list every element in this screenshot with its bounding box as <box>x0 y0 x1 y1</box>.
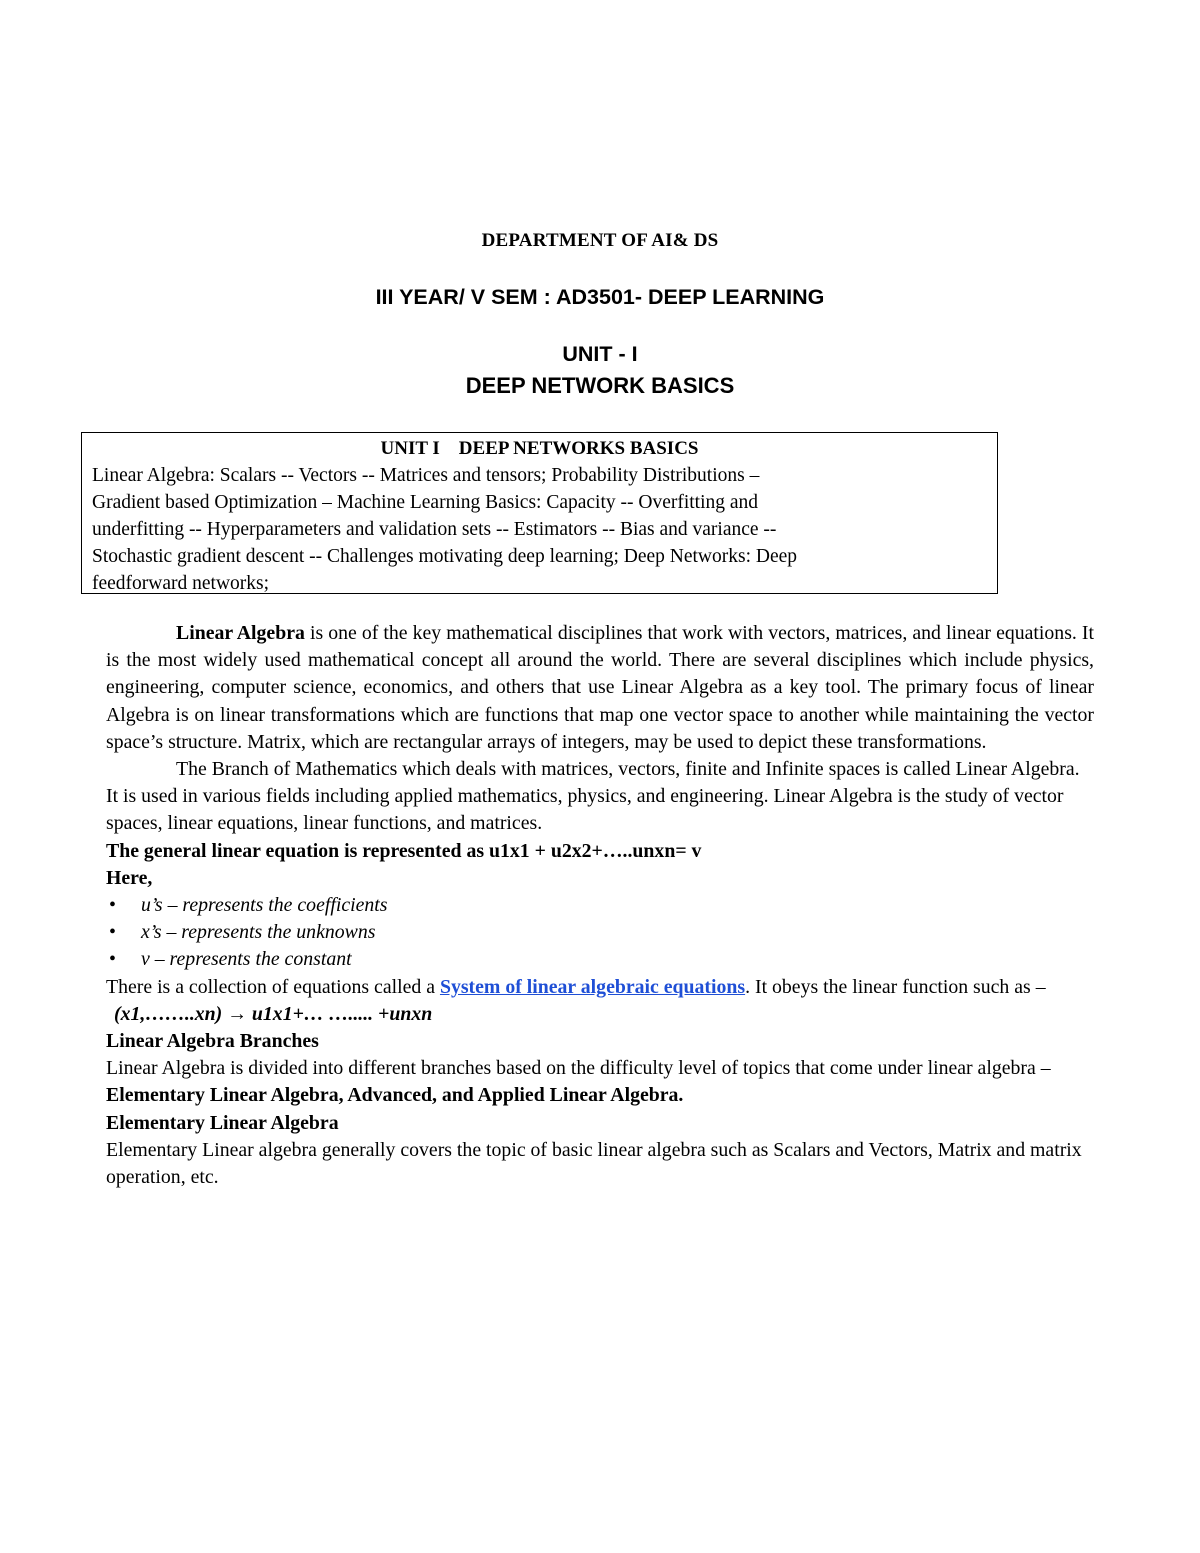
document-body <box>106 620 1094 1191</box>
system-paragraph-text: There is a collection of equations called a <box>106 975 440 998</box>
syllabus-line: underfitting -- Hyperparameters and validation sets -- Estimators -- Bias and variance -- <box>92 519 777 540</box>
syllabus-box <box>81 432 998 594</box>
system-of-equations-link[interactable]: System of linear algebraic equations <box>439 975 746 998</box>
branches-list-bold: Elementary Linear Algebra, Advanced, and Applied Linear Algebra. <box>106 1084 684 1107</box>
list-item <box>106 946 1094 973</box>
syllabus-heading: UNIT I DEEP NETWORKS BASICS <box>380 438 699 459</box>
syllabus-line: feedforward networks; <box>92 573 270 594</box>
unit-number-heading: UNIT - I <box>562 342 638 366</box>
here-label: Here, <box>106 866 153 889</box>
general-equation-line: The general linear equation is represented as u1x1 + u2x2+…..unxn= v <box>106 839 702 862</box>
course-heading: III YEAR/ V SEM : AD3501- DEEP LEARNING <box>375 285 825 309</box>
list-item-text: x’s – represents the unknowns <box>141 921 376 944</box>
linear-function-formula: (x1,……..xn) → u1x1+… …..... +unxn <box>114 1002 433 1025</box>
bullet-icon: • <box>109 948 116 971</box>
intro-paragraph <box>106 620 1094 756</box>
bullet-icon: • <box>109 921 116 944</box>
branch-paragraph: The Branch of Mathematics which deals with matrices, vectors, finite and Infinite spaces is called Linear Algebra. It is used in various fields including applied mathematics, physics, and engineering. Linear Algebra is the study of vector spaces, linear equations, linear functions, and matrices. <box>106 758 1080 835</box>
branches-paragraph-text: Linear Algebra is divided into different branches based on the difficulty level of topics that come under linear algebra – <box>106 1057 1051 1080</box>
bullet-icon: • <box>109 894 116 917</box>
system-equations-paragraph <box>106 974 1094 1001</box>
list-item-text: v – represents the constant <box>141 948 352 971</box>
elementary-paragraph: Elementary Linear algebra generally covers the topic of basic linear algebra such as Scalars and Vectors, Matrix and matrix operation, etc. <box>106 1138 1082 1189</box>
syllabus-line: Linear Algebra: Scalars -- Vectors -- Matrices and tensors; Probability Distributions – <box>92 465 760 486</box>
intro-paragraph-text: is one of the key mathematical disciplines that work with vectors, matrices, and linear equations. It is the most widely used mathematical concept all around the world. There are several disciplines which include physics, engineering, computer science, economics, and others that use Linear Algebra as a key tool. The primary focus of linear Algebra is on linear transformations which are functions that map one vector space to another while maintaining the vector space’s structure. Matrix, which are rectangular arrays of integers, may be used to depict these transformations. <box>106 622 1094 753</box>
syllabus-line: Stochastic gradient descent -- Challenges motivating deep learning; Deep Networks: Deep <box>92 546 798 567</box>
equation-terms-list <box>106 892 1094 974</box>
branches-paragraph <box>106 1055 1094 1109</box>
department-heading: DEPARTMENT OF AI& DS <box>481 230 719 251</box>
list-item <box>106 892 1094 919</box>
syllabus-line: Gradient based Optimization – Machine Learning Basics: Capacity -- Overfitting and <box>92 492 759 513</box>
branches-heading: Linear Algebra Branches <box>106 1030 319 1053</box>
system-paragraph-text-end: . It obeys the linear function such as – <box>745 975 1046 998</box>
unit-title-heading: DEEP NETWORK BASICS <box>465 373 735 398</box>
list-item-text: u’s – represents the coefficients <box>141 894 388 917</box>
linear-algebra-term: Linear Algebra <box>176 622 305 644</box>
elementary-heading: Elementary Linear Algebra <box>106 1111 339 1134</box>
list-item <box>106 919 1094 946</box>
